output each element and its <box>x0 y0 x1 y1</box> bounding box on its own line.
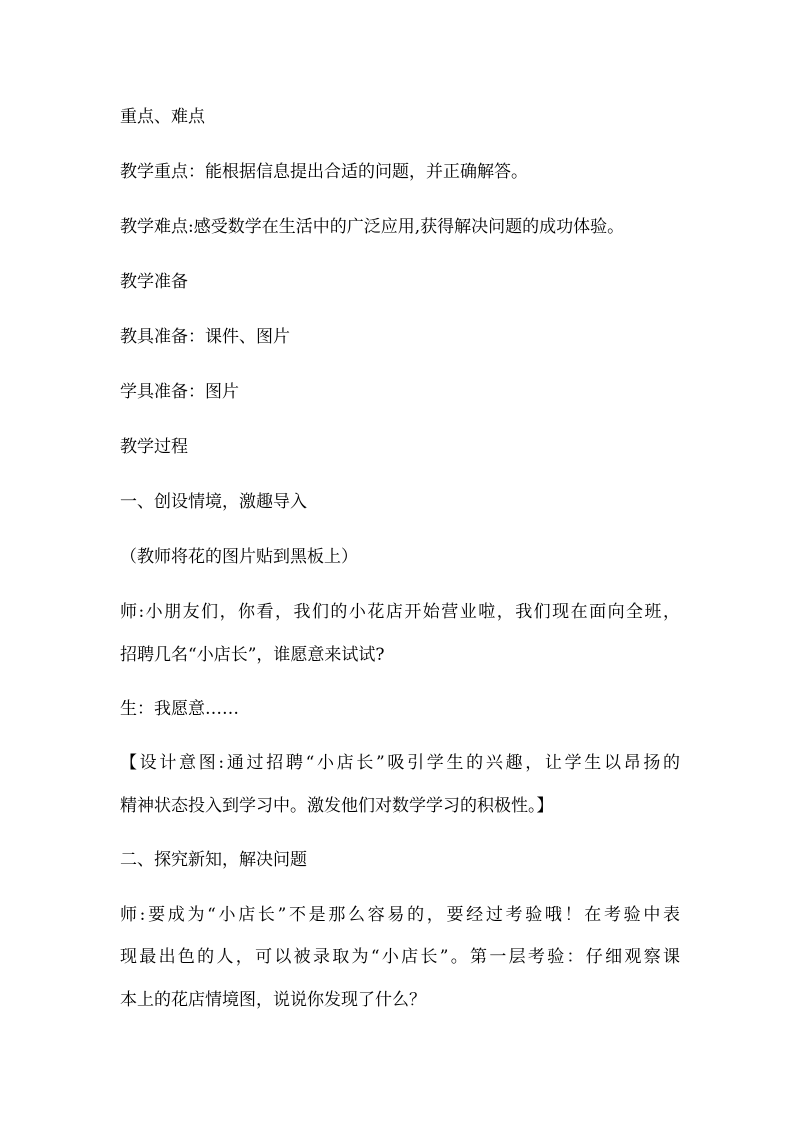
text-student-reply: 生：我愿意…… <box>120 699 239 719</box>
text-teacher-line-1: 师:小朋友们，你看，我们的小花店开始营业啦，我们现在面向全班， <box>120 602 680 622</box>
text-design-intent-line-1: 【设计意图:通过招聘“小店长”吸引学生的兴趣，让学生以昂扬的 <box>120 753 680 773</box>
heading-teaching-process: 教学过程 <box>120 437 188 457</box>
section-heading-one: 一、创设情境，激趣导入 <box>120 492 307 512</box>
section-heading-two: 二、探究新知，解决问题 <box>120 850 307 870</box>
text-teaching-difficulty: 教学难点:感受数学在生活中的广泛应用,获得解决问题的成功体验。 <box>120 217 625 237</box>
heading-key-difficult-points: 重点、难点 <box>120 107 205 127</box>
text-student-aids: 学具准备：图片 <box>120 382 239 402</box>
text-stage-direction: （教师将花的图片贴到黑板上） <box>120 547 358 567</box>
text-teacher-test-line-3: 本上的花店情境图，说说你发现了什么？ <box>120 990 426 1010</box>
text-teacher-test-line-1: 师:要成为“小店长”不是那么容易的，要经过考验哦！在考验中表 <box>120 905 680 925</box>
text-teaching-aids: 教具准备：课件、图片 <box>120 327 290 347</box>
text-design-intent-line-2: 精神状态投入到学习中。激发他们对数学学习的积极性。】 <box>120 796 554 816</box>
text-teacher-line-2: 招聘几名“小店长”，谁愿意来试试? <box>120 645 385 665</box>
text-teacher-test-line-2: 现最出色的人，可以被录取为“小店长”。第一层考验：仔细观察课 <box>120 947 680 967</box>
text-teaching-focus: 教学重点：能根据信息提出合适的问题，并正确解答。 <box>120 162 528 182</box>
heading-teaching-preparation: 教学准备 <box>120 272 188 292</box>
